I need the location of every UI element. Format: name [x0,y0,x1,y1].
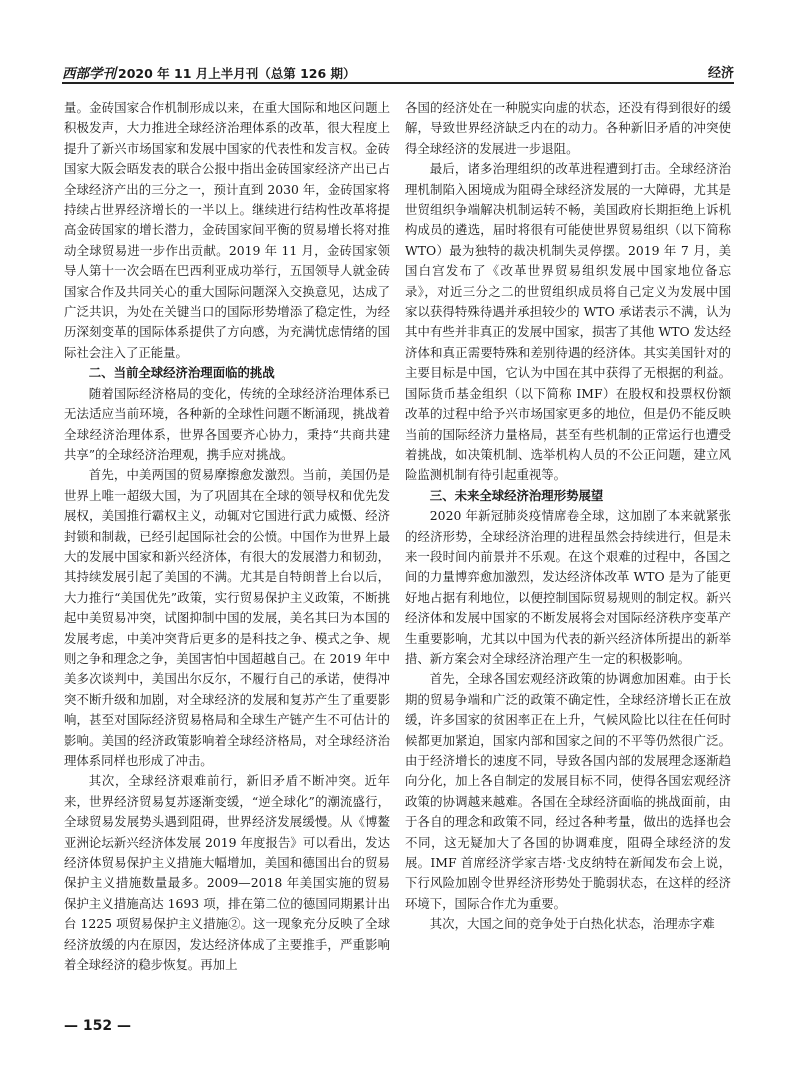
paragraph: 首先，全球各国宏观经济政策的协调愈加困难。由于长期的贸易争端和广泛的政策不确定性，全球经济增长正在放缓，许多国家的贫困率正在上升，气候风险比以往在任何时候都更加紧迫，国家内部和国家之间的不平等仍然很广泛。由于经济增长的速度不同，导致各国内部的发展理念逐渐趋向分化，加上各自制定的发展目标不同，使得各国宏观经济政策的协调越来越难。各国在全球经济面临的挑战面前，由于各自的理念和政策不同，经过各种考量，做出的选择也会不同，这无疑加大了各国的协调难度，阻碍全球经济的发展。IMF 首席经济学家吉塔·戈皮纳特在新闻发布会上说，下行风险加剧令世界经济形势处于脆弱状态，在这样的经济环境下，国际合作尤为重要。 [405,671,731,911]
header-rule [62,82,734,84]
right-column [405,98,731,935]
page-number: — 152 — [64,1018,131,1034]
paragraph: 其次，大国之间的竞争处于白热化状态，治理赤字难 [429,916,715,932]
running-header [62,62,734,82]
paragraph: 量。金砖国家合作机制形成以来，在重大国际和地区问题上积极发声，大力推进全球经济治理体系的改革，很大程度上提升了新兴市场国家和发展中国家的代表性和发言权。金砖国家大阪会晤发表的联合公报中指出金砖国家经济产出已占全球经济产出的三分之一，预计直到 2030 年，金砖国家将持续占世界经济增长的一半以上。继续进行结构性改革将提高金砖国家的增长潜力，金砖国家间平衡的贸易增长将对推动全球贸易进一步作出贡献。2019 年 11 月，金砖国家领导人第十一次会晤在巴西利亚成功举行，五国领导人就金砖国家合作及共同关心的重大国际问题深入交换意见，达成了广泛共识，为处在关键当口的国际形势增添了稳定性，为经历深刻变革的国际体系提供了方向感，为充满忧虑情绪的国际社会注入了正能量。 [64,100,390,360]
left-column [64,98,390,975]
section-heading: 二、当前全球经济治理面临的挑战 [88,365,275,381]
paragraph: 其次，全球经济艰难前行，新旧矛盾不断冲突。近年来，世界经济贸易复苏逐渐变缓，“逆全球化”的潮流盛行，全球贸易发展势头遇到阻碍，世界经济发展缓慢。从《博鳌亚洲论坛新兴经济体发展 2019 年度报告》可以看出，发达经济体贸易保护主义措施大幅增加，美国和德国出台的贸易保护主义措施数量最多。2009—2018 年美国实施的贸易保护主义措施高达 1693 项，排在第二位的德国同期累计出台 1225 项贸易保护主义措施②。这一现象充分反映了全球经济放缓的内在原因，发达经济体成了主要推手，严重影响着全球经济的稳步恢复。再加上 [64,773,390,973]
header-journal-info [62,62,356,82]
section-heading: 三、未来全球经济治理形势展望 [429,487,604,503]
paragraph: 最后，诸多治理组织的改革进程遭到打击。全球经济治理机制陷入困境成为阻碍全球经济发展的一大障碍，尤其是世贸组织争端解决机制运转不畅，美国政府长期拒绝上诉机构成员的遴选，届时将很有可能使世界贸易组织（以下简称 WTO）最为独特的裁决机制失灵停摆。2019 年 7 月，美国白宫发布了《改革世界贸易组织发展中国家地位备忘录》，对近三分之二的世贸组织成员将自己定义为发展中国家以获得特殊待遇并承担较少的 WTO 承诺表示不满，认为其中有些并非真正的发展中国家，损害了其他 WTO 发达经济体和真正需要特殊和差别待遇的经济体。其实美国针对的主要目标是中国，它认为中国在其中获得了无根据的利益。国际货币基金组织（以下简称 IMF）在股权和投票权份额改革的过程中给予兴市场国家更多的地位，但是仍不能反映当前的国际经济力量格局，甚至有些机制的正常运行也遭受着挑战，如决策机制、选举机构人员的不公正问题，建立风险监测机制有待引起重视等。 [405,161,731,483]
journal-logo: 西部学刊 [62,66,116,82]
issue-info: 2020 年 11 月上半月刊（总第 126 期） [118,66,356,81]
paragraph: 随着国际经济格局的变化，传统的全球经济治理体系已无法适应当前环境，各种新的全球性问题不断涌现，挑战着全球经济治理体系，世界各国要齐心协力，秉持“共商共建共享”的全球经济治理观，携手应对挑战。 [64,385,390,462]
paragraph: 2020 年新冠肺炎疫情席卷全球，这加剧了本来就紧张的经济形势，全球经济治理的进程虽然会持续进行，但是未来一段时间内前景并不乐观。在这个艰难的过程中，各国之间的力量博弈愈加激烈，发达经济体改革 WTO 是为了能更好地占据有利地位，以便控制国际贸易规则的制定权。新兴经济体和发展中国家的不断发展将会对国际经济秩序变革产生重要影响，尤其以中国为代表的新兴经济体所提出的新举措、新方案会对全球经济治理产生一定的积极影响。 [405,508,731,666]
paragraph: 首先，中美两国的贸易摩擦愈发激烈。当前，美国仍是世界上唯一超级大国，为了巩固其在全球的领导权和优先发展权，美国推行霸权主义，动辄对它国进行武力威慑、经济封锁和制裁，已经引起国际社会的公愤。中国作为世界上最大的发展中国家和新兴经济体，有很大的发展潜力和韧劲，其持续发展引起了美国的不满。尤其是自特朗普上台以后，大力推行“美国优先”政策，实行贸易保护主义政策，不断挑起中美贸易冲突，试图抑制中国的发展，美名其曰为本国的发展考虑，中美冲突背后更多的是科技之争、模式之争、规则之争和理念之争，美国害怕中国超越自己。在 2019 年中美多次谈判中，美国出尔反尔，不履行自己的承诺，使得冲突不断升级和加剧，对全球经济的发展和复苏产生了重要影响，甚至对国际经济贸易格局和全球生产链产生不可估计的影响。美国的经济政策影响着全球经济格局，对全球经济治理体系同样也形成了冲击。 [64,467,390,768]
section-label: 经济 [707,66,734,81]
paragraph: 各国的经济处在一种脱实向虚的状态，还没有得到很好的缓解，导致世界经济缺乏内在的动力。各种新旧矛盾的冲突使得全球经济的发展进一步退阻。 [405,100,731,156]
